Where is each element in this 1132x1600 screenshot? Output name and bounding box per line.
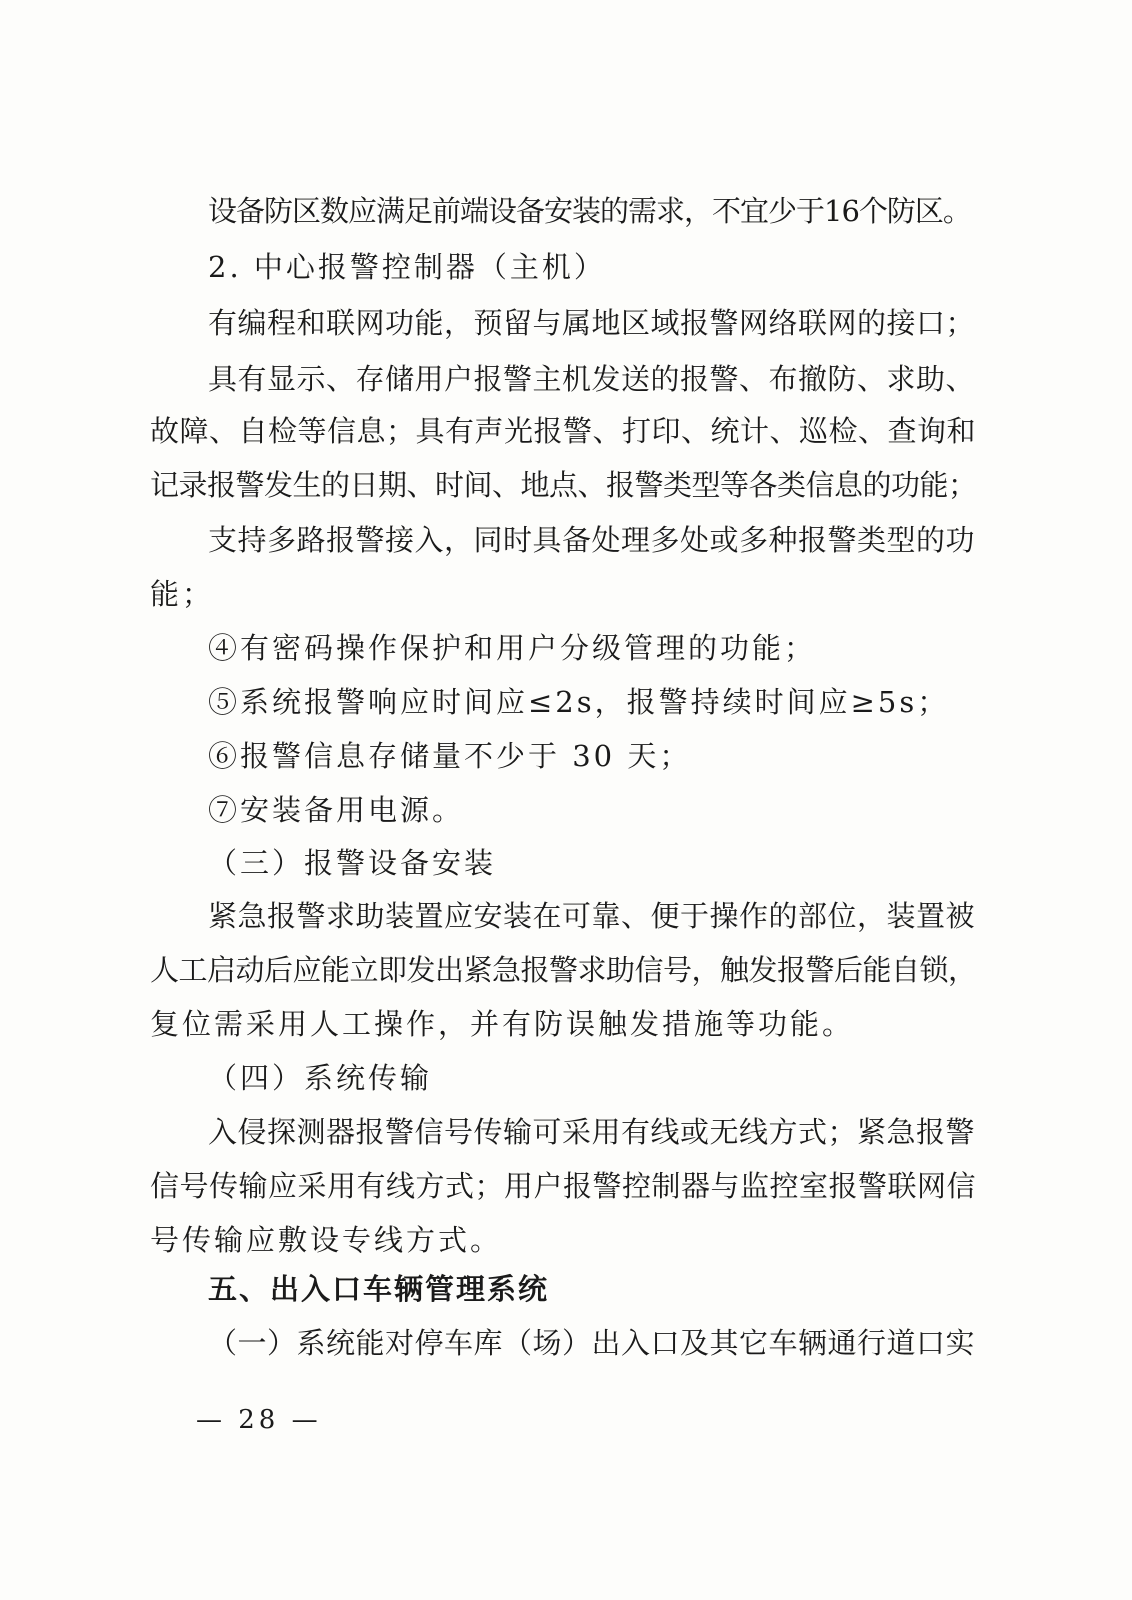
paragraph-line: 信号传输应采用有线方式；用户报警控制器与监控室报警联网信: [150, 1169, 977, 1203]
list-item: ④有密码操作保护和用户分级管理的功能；: [208, 631, 817, 665]
page-number: — 28 —: [196, 1405, 322, 1435]
paragraph-line: （一）系统能对停车库（场）出入口及其它车辆通行道口实: [208, 1326, 976, 1360]
paragraph-line: 能；: [150, 577, 215, 611]
paragraph-line: 具有显示、存储用户报警主机发送的报警、布撤防、求助、: [208, 362, 976, 396]
paragraph-line: 有编程和联网功能，预留与属地区域报警网络联网的接口；: [208, 306, 976, 340]
numbered-heading: 2. 中心报警控制器（主机）: [208, 250, 606, 284]
chapter-heading: 五、出入口车辆管理系统: [208, 1272, 550, 1306]
section-heading: （三）报警设备安装: [208, 846, 497, 880]
paragraph-line: 支持多路报警接入，同时具备处理多处或多种报警类型的功: [208, 523, 976, 557]
list-item: ⑤系统报警响应时间应≤2s，报警持续时间应≥5s；: [208, 685, 950, 719]
paragraph-line: 复位需采用人工操作，并有防误触发措施等功能。: [150, 1007, 855, 1041]
paragraph-line: 设备防区数应满足前端设备安装的需求，不宜少于16个防区。: [208, 194, 971, 228]
list-item: ⑦安装备用电源。: [208, 793, 465, 827]
paragraph-line: 入侵探测器报警信号传输可采用有线或无线方式；紧急报警: [208, 1115, 976, 1149]
section-heading: （四）系统传输: [208, 1061, 433, 1095]
paragraph-line: 号传输应敷设专线方式。: [150, 1223, 503, 1257]
paragraph-line: 故障、自检等信息；具有声光报警、打印、统计、巡检、查询和: [150, 414, 977, 448]
paragraph-line: 紧急报警求助装置应安装在可靠、便于操作的部位，装置被: [208, 899, 976, 933]
paragraph-line: 记录报警发生的日期、时间、地点、报警类型等各类信息的功能；: [150, 468, 977, 502]
paragraph-line: 人工启动后应能立即发出紧急报警求助信号，触发报警后能自锁，: [150, 953, 977, 987]
list-item: ⑥报警信息存储量不少于 30 天；: [208, 739, 692, 773]
